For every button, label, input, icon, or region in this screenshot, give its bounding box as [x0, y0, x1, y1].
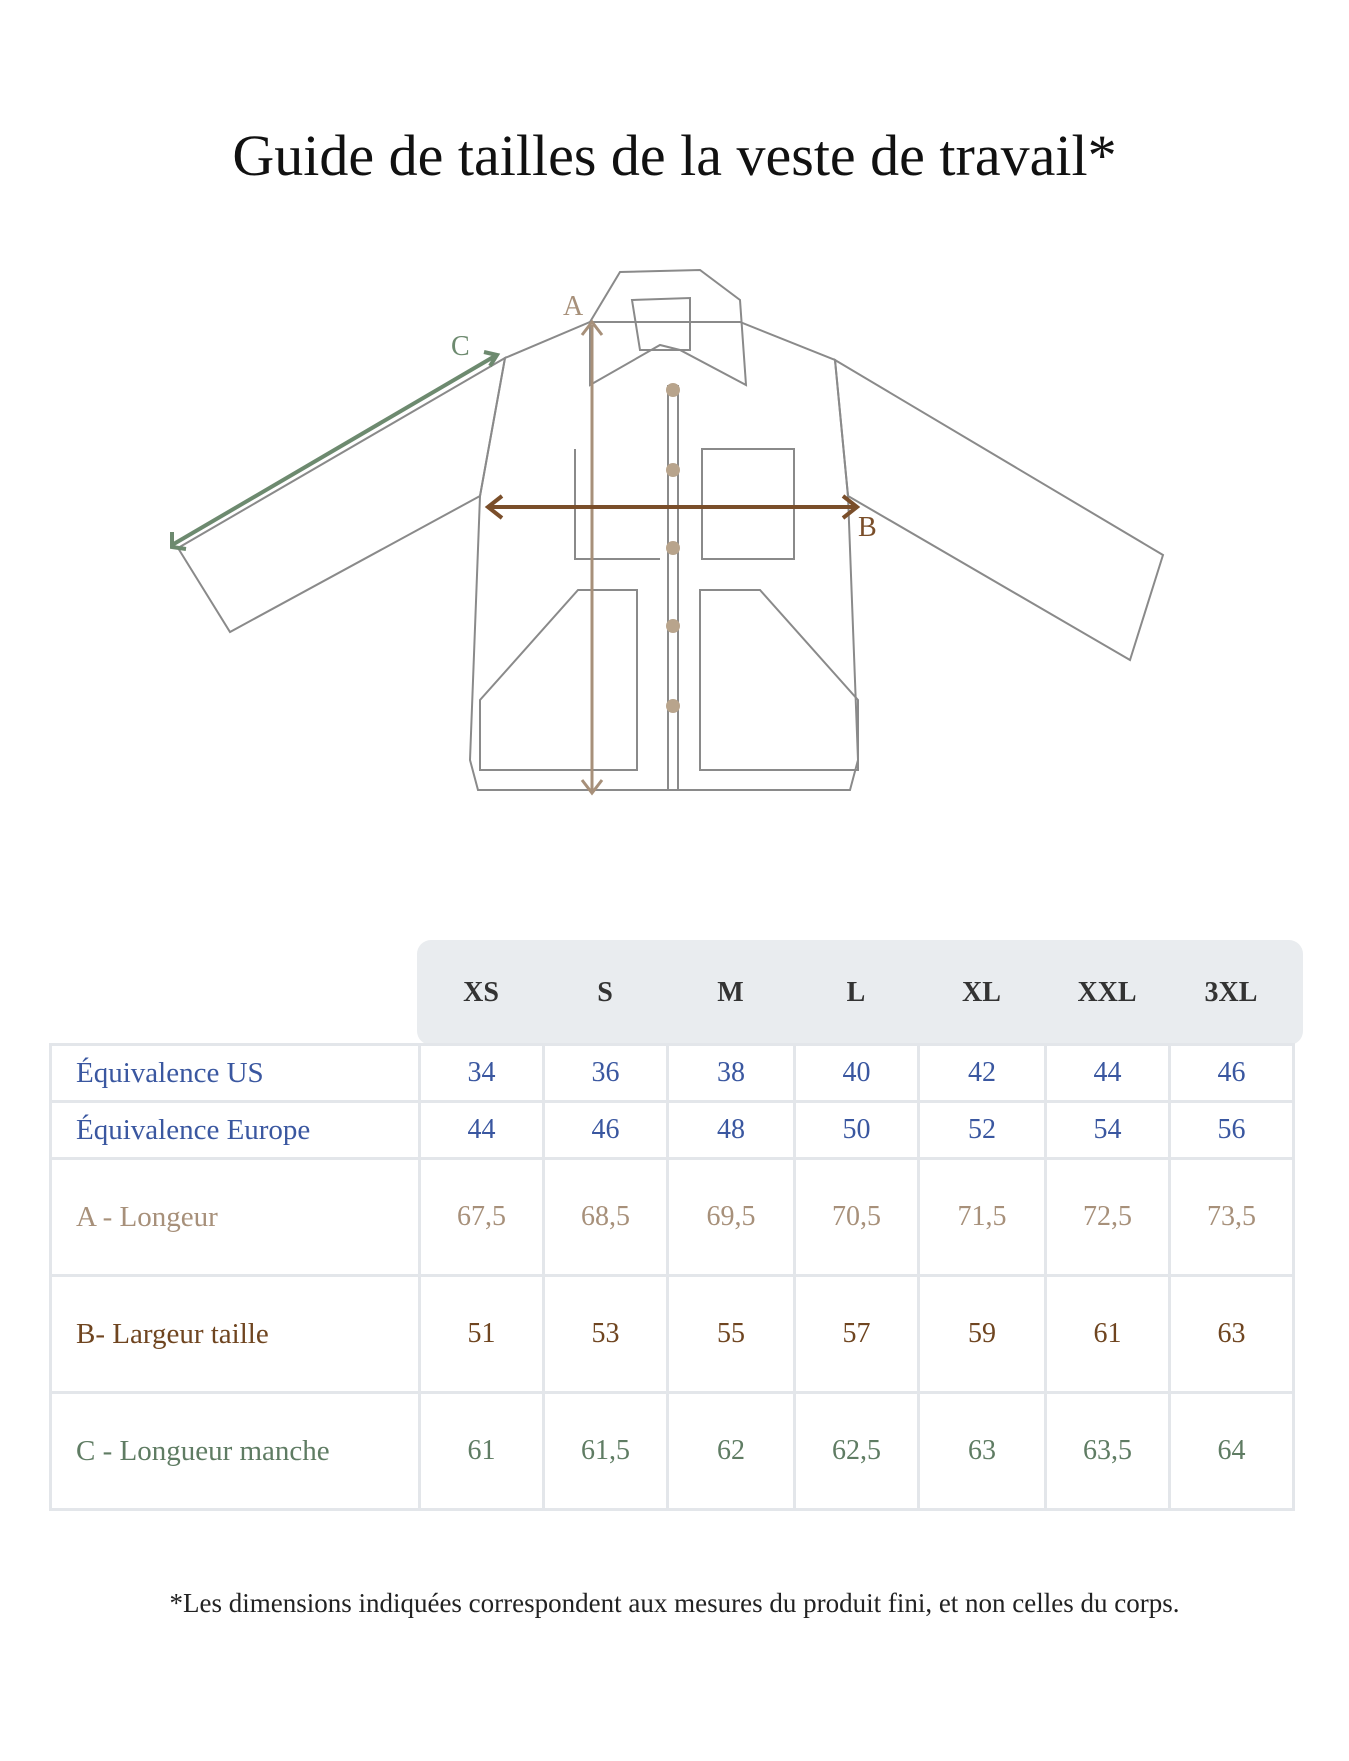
size-header-xxl: XXL: [1077, 977, 1137, 1008]
size-header-l: L: [846, 977, 866, 1008]
footnote: *Les dimensions indiquées correspondent aux mesures du produit fini, et non celles du corps.: [169, 1588, 1180, 1618]
jacket-illustration-icon: [0, 220, 1349, 820]
size-header-xs: XS: [463, 977, 499, 1008]
table-cell: 55: [668, 1276, 795, 1393]
table-cell: 46: [544, 1102, 668, 1159]
table-cell: 38: [668, 1045, 795, 1102]
size-header-xl: XL: [962, 977, 1001, 1008]
table-cell: 61: [420, 1393, 544, 1510]
table-cell: 34: [420, 1045, 544, 1102]
row-label: B- Largeur taille: [51, 1276, 420, 1393]
table-cell: 54: [1046, 1102, 1170, 1159]
row-label: A - Longeur: [51, 1159, 420, 1276]
table-cell: 68,5: [544, 1159, 668, 1276]
size-header-3xl: 3XL: [1204, 977, 1258, 1008]
page-title: Guide de tailles de la veste de travail*: [232, 123, 1117, 188]
table-cell: 61,5: [544, 1393, 668, 1510]
table-row: [51, 1102, 1294, 1159]
label-c: C: [451, 331, 470, 362]
table-cell: 50: [795, 1102, 919, 1159]
table-cell: 67,5: [420, 1159, 544, 1276]
table-cell: 71,5: [919, 1159, 1046, 1276]
size-header-m: M: [717, 977, 744, 1008]
table-cell: 56: [1170, 1102, 1294, 1159]
table-cell: 59: [919, 1276, 1046, 1393]
size-table: [49, 1043, 1295, 1511]
table-cell: 61: [1046, 1276, 1170, 1393]
table-cell: 63: [1170, 1276, 1294, 1393]
table-cell: 48: [668, 1102, 795, 1159]
row-label: Équivalence Europe: [51, 1102, 420, 1159]
row-label: Équivalence US: [51, 1045, 420, 1102]
table-cell: 52: [919, 1102, 1046, 1159]
size-header-s: S: [597, 977, 613, 1008]
table-cell: 63: [919, 1393, 1046, 1510]
table-row: [51, 1276, 1294, 1393]
table-cell: 44: [420, 1102, 544, 1159]
table-cell: 51: [420, 1276, 544, 1393]
table-row: [51, 1045, 1294, 1102]
table-cell: 42: [919, 1045, 1046, 1102]
row-label: C - Longueur manche: [51, 1393, 420, 1510]
table-cell: 62: [668, 1393, 795, 1510]
table-row: [51, 1393, 1294, 1510]
table-cell: 73,5: [1170, 1159, 1294, 1276]
table-row: [51, 1159, 1294, 1276]
label-b: B: [858, 512, 877, 543]
table-cell: 70,5: [795, 1159, 919, 1276]
label-a: A: [563, 291, 584, 322]
table-cell: 40: [795, 1045, 919, 1102]
table-cell: 72,5: [1046, 1159, 1170, 1276]
table-cell: 53: [544, 1276, 668, 1393]
table-cell: 46: [1170, 1045, 1294, 1102]
table-cell: 44: [1046, 1045, 1170, 1102]
table-cell: 69,5: [668, 1159, 795, 1276]
table-cell: 36: [544, 1045, 668, 1102]
table-cell: 62,5: [795, 1393, 919, 1510]
table-cell: 63,5: [1046, 1393, 1170, 1510]
table-cell: 64: [1170, 1393, 1294, 1510]
table-cell: 57: [795, 1276, 919, 1393]
